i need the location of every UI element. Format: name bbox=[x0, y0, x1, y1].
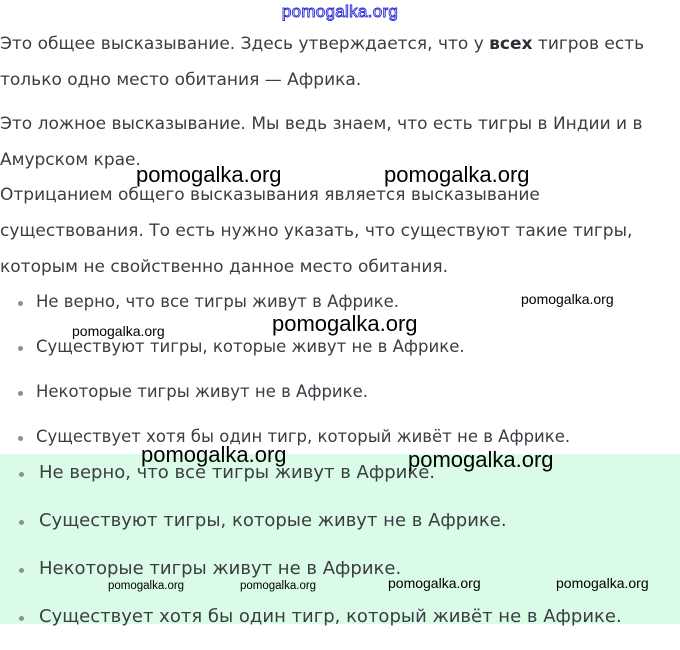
watermark-text: pomogalka.org bbox=[521, 291, 614, 307]
list-item-text: Некоторые тигры живут не в Африке. bbox=[39, 558, 402, 579]
p1-text-end: тигров есть только одно место обитания — Африка. bbox=[0, 34, 645, 90]
list-item-text: Не верно, что все тигры живут в Африке. bbox=[39, 462, 436, 483]
bullet-icon bbox=[19, 568, 24, 573]
paragraph-general-statement bbox=[0, 26, 678, 98]
list-item bbox=[0, 554, 622, 602]
p1-text-start: Это общее высказывание. Здесь утверждается, что у bbox=[0, 34, 490, 54]
bullet-icon bbox=[18, 301, 23, 306]
top-watermark: pomogalka.org bbox=[281, 2, 399, 21]
bullet-icon bbox=[19, 616, 24, 621]
list-item-text: Существуют тигры, которые живут не в Африке. bbox=[39, 510, 507, 531]
list-item-text: Существует хотя бы один тигр, который живёт не в Африке. bbox=[39, 606, 622, 627]
watermark-text: pomogalka.org bbox=[136, 162, 282, 187]
watermark-text: pomogalka.org bbox=[240, 580, 317, 592]
paragraph-false-statement: Это ложное высказывание. Мы ведь знаем, что есть тигры в Индии и в Амурском крае. bbox=[0, 114, 643, 170]
list-item-text: Существует хотя бы один тигр, который живёт не в Африке. bbox=[36, 427, 571, 446]
list-item-text: Существуют тигры, которые живут не в Африке. bbox=[36, 337, 465, 356]
watermark-text: pomogalka.org bbox=[272, 311, 418, 336]
list-item bbox=[0, 506, 622, 554]
watermark-text: pomogalka.org bbox=[384, 162, 530, 187]
watermark-text: pomogalka.org bbox=[556, 575, 649, 591]
watermark-text: pomogalka.org bbox=[141, 442, 287, 467]
watermark-text: pomogalka.org bbox=[388, 575, 481, 591]
list-item bbox=[0, 333, 570, 378]
bullet-icon bbox=[18, 346, 23, 351]
bullet-icon bbox=[19, 472, 24, 477]
p1-bold-word: всех bbox=[489, 34, 533, 54]
list-item-text: Не верно, что все тигры живут в Африке. bbox=[36, 292, 400, 311]
bullet-icon bbox=[19, 520, 24, 525]
paragraph-negation-explanation: Отрицанием общего высказывания является высказывание существования. То есть нужно указать, что существуют такие тигры, которым не свойственно данное место обитания. bbox=[0, 185, 633, 277]
bullet-icon bbox=[18, 436, 23, 441]
watermark-text: pomogalka.org bbox=[108, 580, 185, 592]
answer-options-list bbox=[0, 458, 622, 650]
bullet-icon bbox=[18, 391, 23, 396]
watermark-text: pomogalka.org bbox=[408, 447, 554, 472]
watermark-text: pomogalka.org bbox=[72, 323, 165, 339]
list-item bbox=[0, 378, 570, 423]
list-item-text: Некоторые тигры живут не в Африке. bbox=[36, 382, 369, 401]
list-item bbox=[0, 602, 622, 650]
